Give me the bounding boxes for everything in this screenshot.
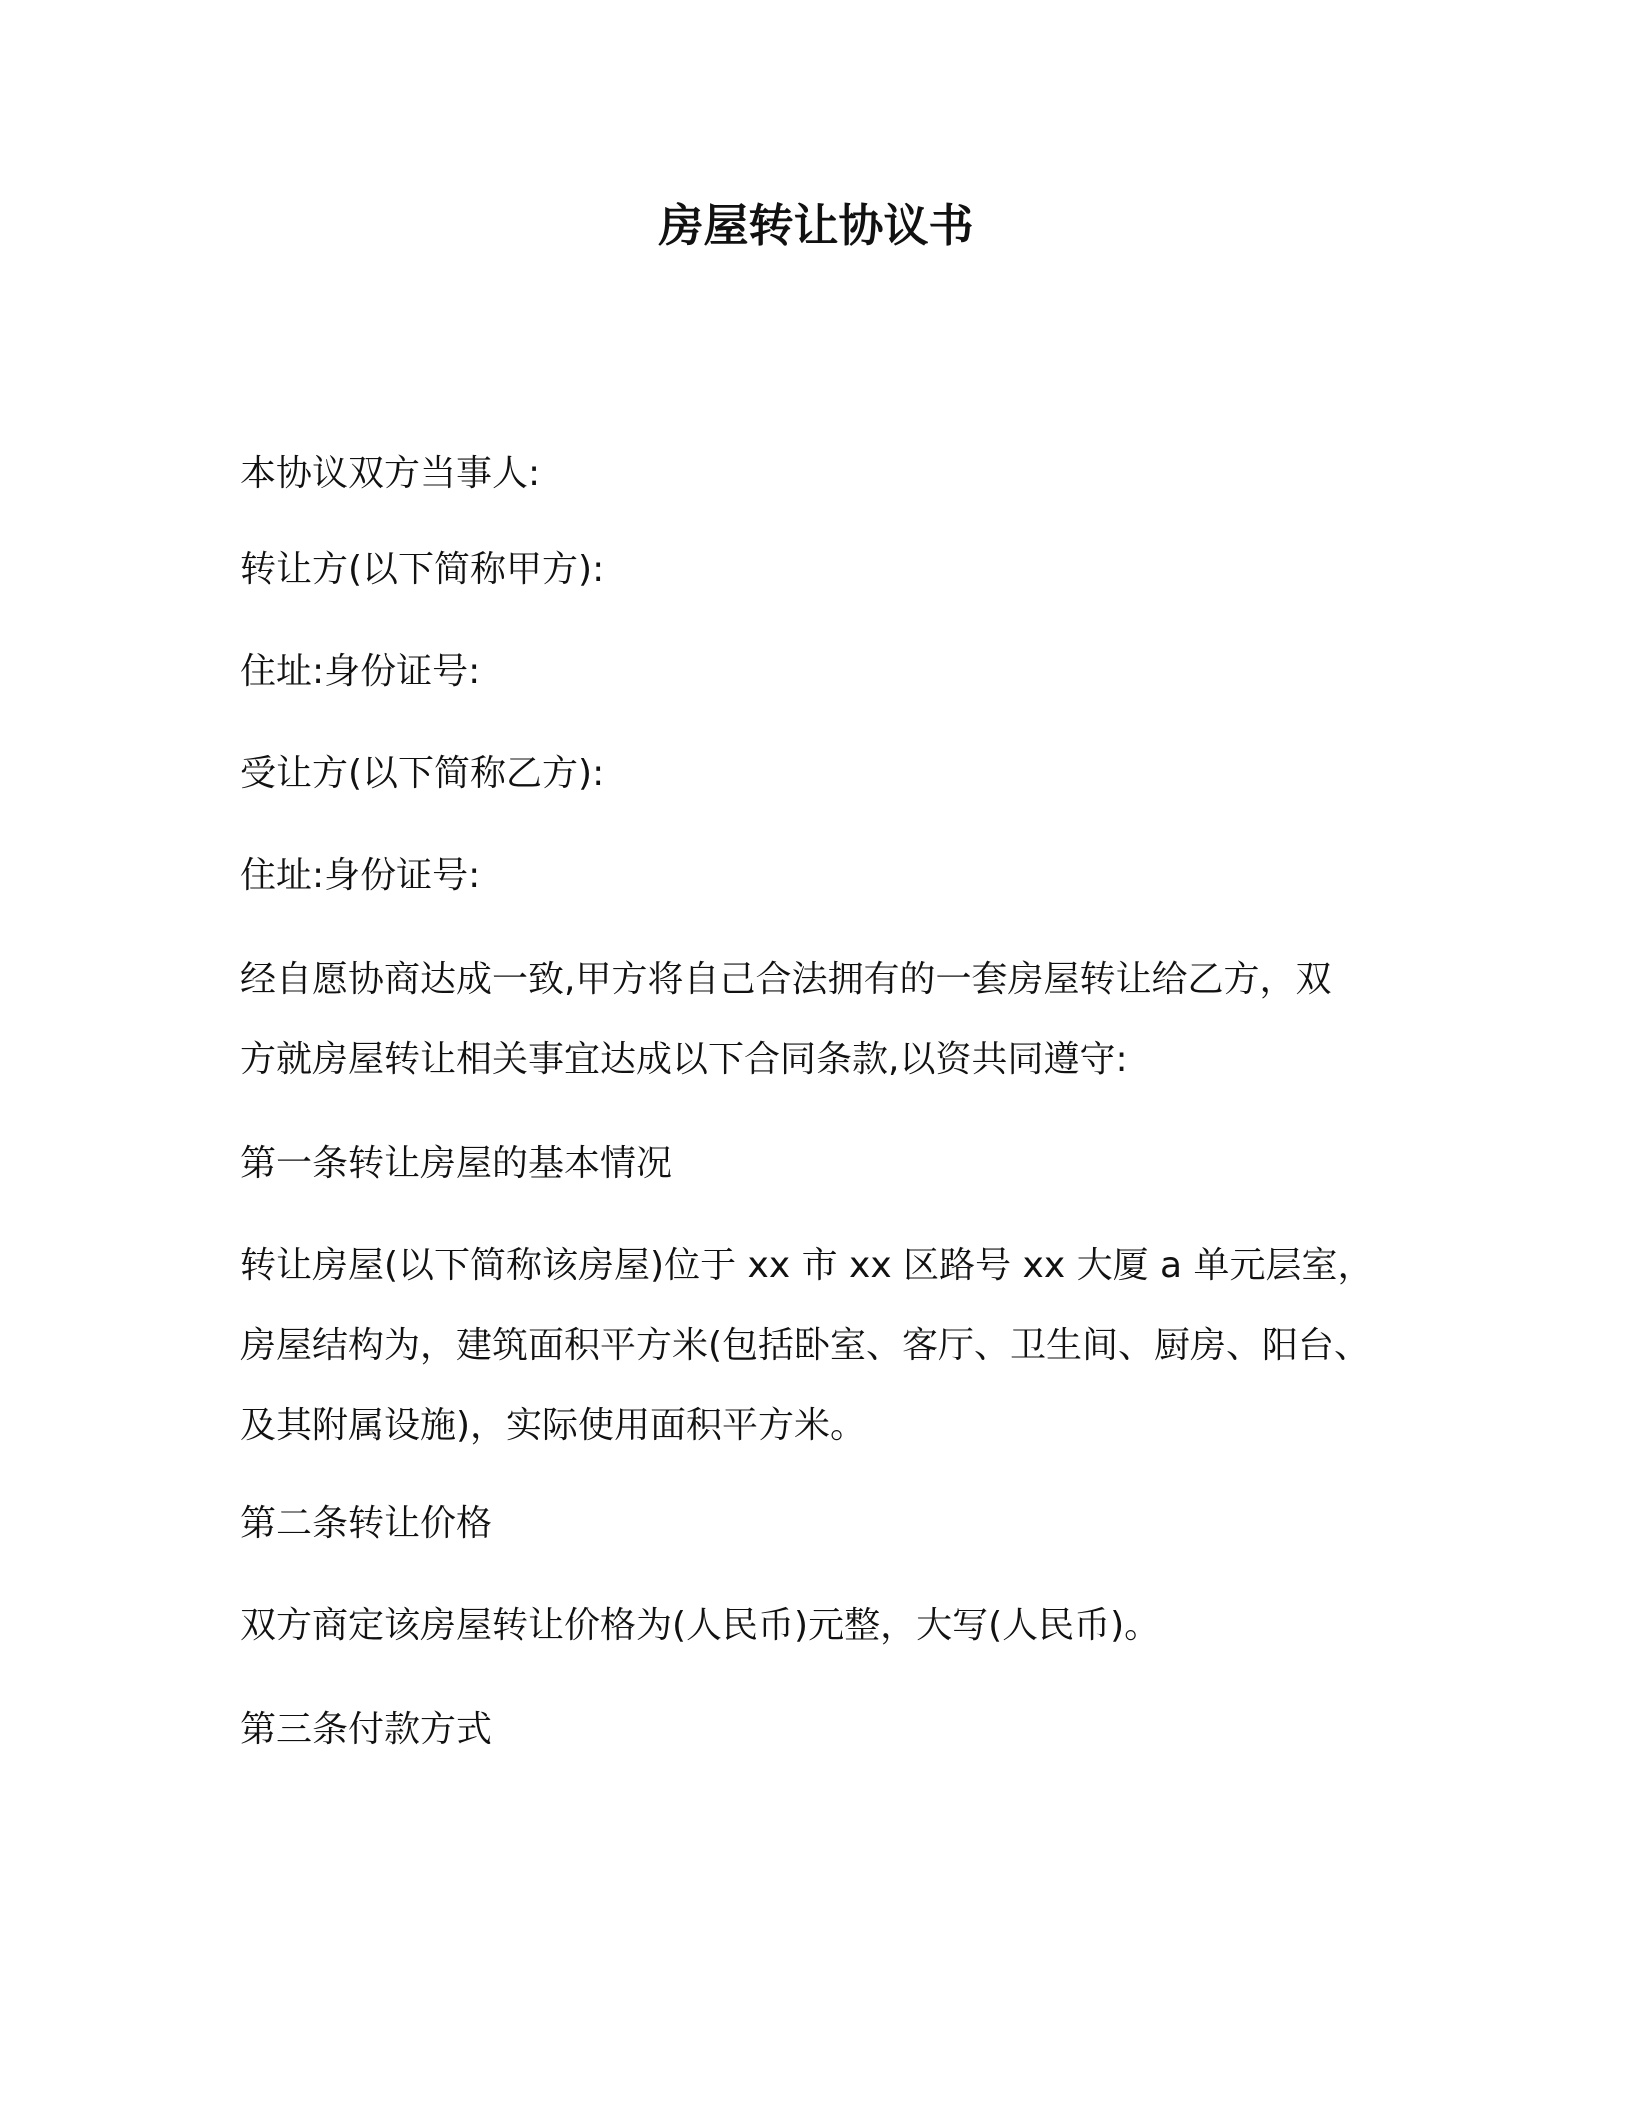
- transferee-line: [240, 734, 1420, 814]
- text-line: 双方商定该房屋转让价格为(人民币)元整，大写(人民币)。: [240, 1605, 1161, 1646]
- text-line: 本协议双方当事人:: [240, 453, 541, 494]
- agreement-intro-paragraph: [240, 940, 1420, 1100]
- text-line: 住址:身份证号:: [240, 855, 481, 896]
- article-1-body: [240, 1226, 1420, 1466]
- parties-heading: [240, 434, 1420, 514]
- text-line: 经自愿协商达成一致,甲方将自己合法拥有的一套房屋转让给乙方，双: [240, 959, 1332, 1000]
- text-line: 转让方(以下简称甲方):: [240, 549, 605, 590]
- article-2-body: [240, 1586, 1420, 1666]
- text-line: 房屋结构为，建筑面积平方米(包括卧室、客厅、卫生间、厨房、阳台、: [240, 1325, 1371, 1366]
- text-line: 第二条转让价格: [240, 1503, 493, 1544]
- article-2-heading: [240, 1484, 1420, 1564]
- text-line: 方就房屋转让相关事宜达成以下合同条款,以资共同遵守:: [240, 1039, 1128, 1080]
- text-line: 受让方(以下简称乙方):: [240, 753, 605, 794]
- transferee-address-id-line: [240, 836, 1420, 916]
- document-title: 房屋转让协议书: [658, 199, 974, 252]
- text-line: 住址:身份证号:: [240, 651, 481, 692]
- transferor-line: [240, 530, 1420, 610]
- article-1-heading: [240, 1124, 1420, 1204]
- text-line: 第一条转让房屋的基本情况: [240, 1143, 673, 1184]
- text-line: 及其附属设施)，实际使用面积平方米。: [240, 1405, 867, 1446]
- transferor-address-id-line: [240, 632, 1420, 712]
- article-3-heading: [240, 1690, 1420, 1770]
- text-line: 转让房屋(以下简称该房屋)位于 xx 市 xx 区路号 xx 大厦 a 单元层室，: [240, 1245, 1374, 1286]
- text-line: 第三条付款方式: [240, 1709, 493, 1750]
